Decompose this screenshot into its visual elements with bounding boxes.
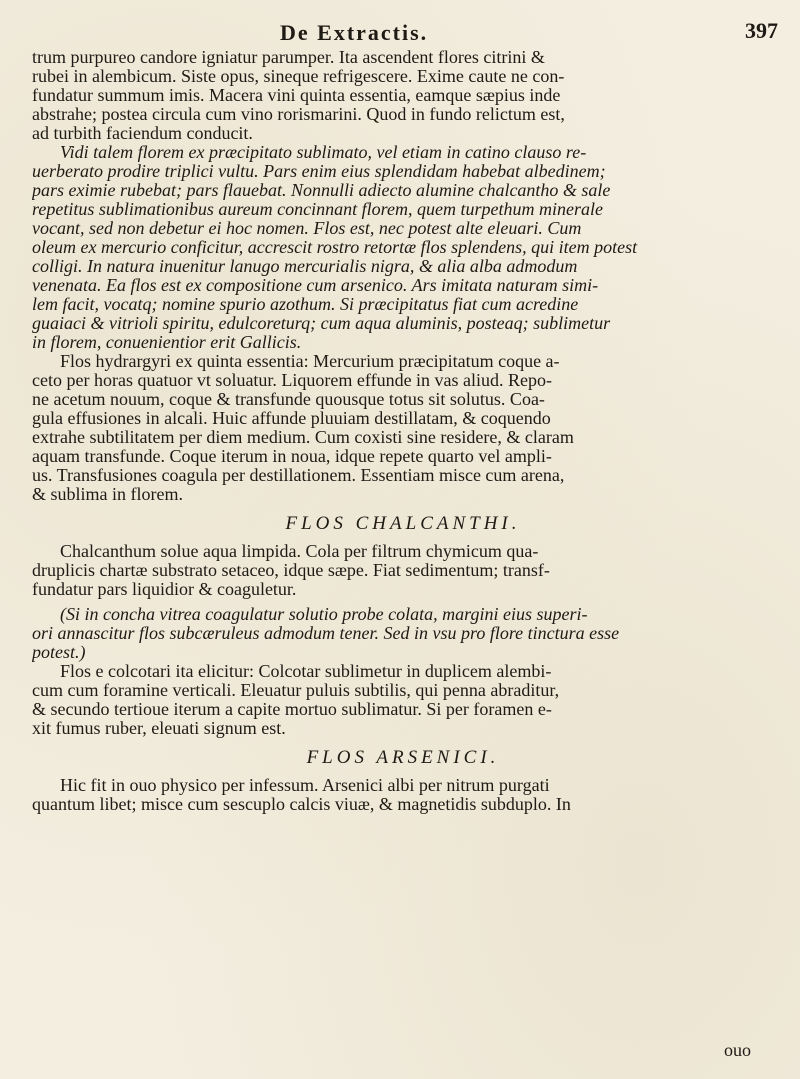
text-line: & sublima in florem.	[32, 485, 183, 504]
text-line: (Si in concha vitrea coagulatur solutio probe colata, margini eius superi-	[60, 605, 588, 624]
page-number: 397	[745, 18, 778, 43]
text-line: Chalcanthum solue aqua limpida. Cola per filtrum chymicum qua-	[60, 542, 539, 561]
text-line: Vidi talem florem ex præcipitato sublimato, vel etiam in catino clauso re-	[60, 143, 587, 162]
page-header	[0, 8, 800, 44]
text-line: Hic fit in ouo physico per infessum. Arsenici albi per nitrum purgati	[60, 776, 550, 795]
text-line: vocant, sed non debetur ei hoc nomen. Flos est, nec potest alte eleuari. Cum	[32, 219, 582, 238]
text-line: & secundo tertioue iterum a capite mortuo sublimatur. Si per foramen e-	[32, 700, 552, 719]
text-line: aquam transfunde. Coque iterum in noua, idque repete quarto vel ampli-	[32, 447, 552, 466]
text-line: Flos e colcotari ita elicitur: Colcotar sublimetur in duplicem alembi-	[60, 662, 552, 681]
text-line: Flos hydrargyri ex quinta essentia: Mercurium præcipitatum coque a-	[60, 352, 560, 371]
text-line: guaiaci & vitrioli spiritu, edulcoreturq; cum aqua aluminis, posteaq; sublimetur	[32, 314, 611, 333]
text-line: xit fumus ruber, eleuati signum est.	[32, 719, 286, 738]
text-line: abstrahe; postea circula cum vino rorismarini. Quod in fundo relictum est,	[32, 105, 565, 124]
text-line: rubei in alembicum. Siste opus, sineque refrigescere. Exime caute ne con-	[32, 67, 565, 86]
text-line: ne acetum nouum, coque & transfunde quousque totus sit solutus. Coa-	[32, 390, 545, 409]
text-line: colligi. In natura inuenitur lanugo mercurialis nigra, & alia alba admodum	[32, 257, 578, 276]
text-line: extrahe subtilitatem per diem medium. Cum coxisti sine residere, & claram	[32, 428, 574, 447]
text-line: oleum ex mercurio conficitur, accrescit rostro retortæ flos splendens, qui item potest	[32, 238, 638, 257]
text-line: ceto per horas quatuor vt soluatur. Liquorem effunde in vas aliud. Repo-	[32, 371, 553, 390]
text-line: fundatur summum imis. Macera vini quinta essentia, eamque sæpius inde	[32, 86, 561, 105]
text-line: repetitus sublimationibus aureum concinnant florem, quem turpethum minerale	[32, 200, 603, 219]
text-line: in florem, conuenientior erit Gallicis.	[32, 333, 302, 352]
text-line: uerberato prodire triplici vultu. Pars enim eius splendidam habebat albedinem;	[32, 162, 606, 181]
text-line: trum purpureo candore igniatur parumper. Ita ascendent flores citrini &	[32, 48, 545, 67]
text-line: fundatur pars liquidior & coaguletur.	[32, 580, 297, 599]
catchword: ouo	[724, 1040, 751, 1060]
text-line: lem facit, vocatq; nomine spurio azothum. Si præcipitatus fiat cum acredine	[32, 295, 579, 314]
text-line: us. Transfusiones coagula per destillationem. Essentiam misce cum arena,	[32, 466, 565, 485]
text-line: pars eximie rubebat; pars flauebat. Nonnulli adiecto alumine chalcantho & sale	[32, 181, 611, 200]
section-heading-chalcanthi: FLOS CHALCANTHI.	[285, 513, 521, 534]
running-head: De Extractis.	[280, 20, 429, 45]
section-heading-arsenici: FLOS ARSENICI.	[306, 747, 500, 768]
text-line: venenata. Ea flos est ex compositione cum arsenico. Ars imitata naturam simi-	[32, 276, 599, 295]
text-line: druplicis chartæ substrato setaceo, idque sæpe. Fiat sedimentum; transf-	[32, 561, 550, 580]
text-line: potest.)	[32, 643, 86, 662]
text-line: ori annascitur flos subcæruleus admodum tener. Sed in vsu pro flore tinctura esse	[32, 624, 620, 643]
text-line: gula effusiones in alcali. Huic affunde pluuiam destillatam, & coquendo	[32, 409, 551, 428]
text-line: quantum libet; misce cum sescuplo calcis viuæ, & magnetidis subduplo. In	[32, 795, 571, 814]
body-text	[32, 48, 774, 814]
text-line: cum cum foramine verticali. Eleuatur puluis subtilis, qui penna abraditur,	[32, 681, 560, 700]
text-line: ad turbith faciendum conducit.	[32, 124, 253, 143]
